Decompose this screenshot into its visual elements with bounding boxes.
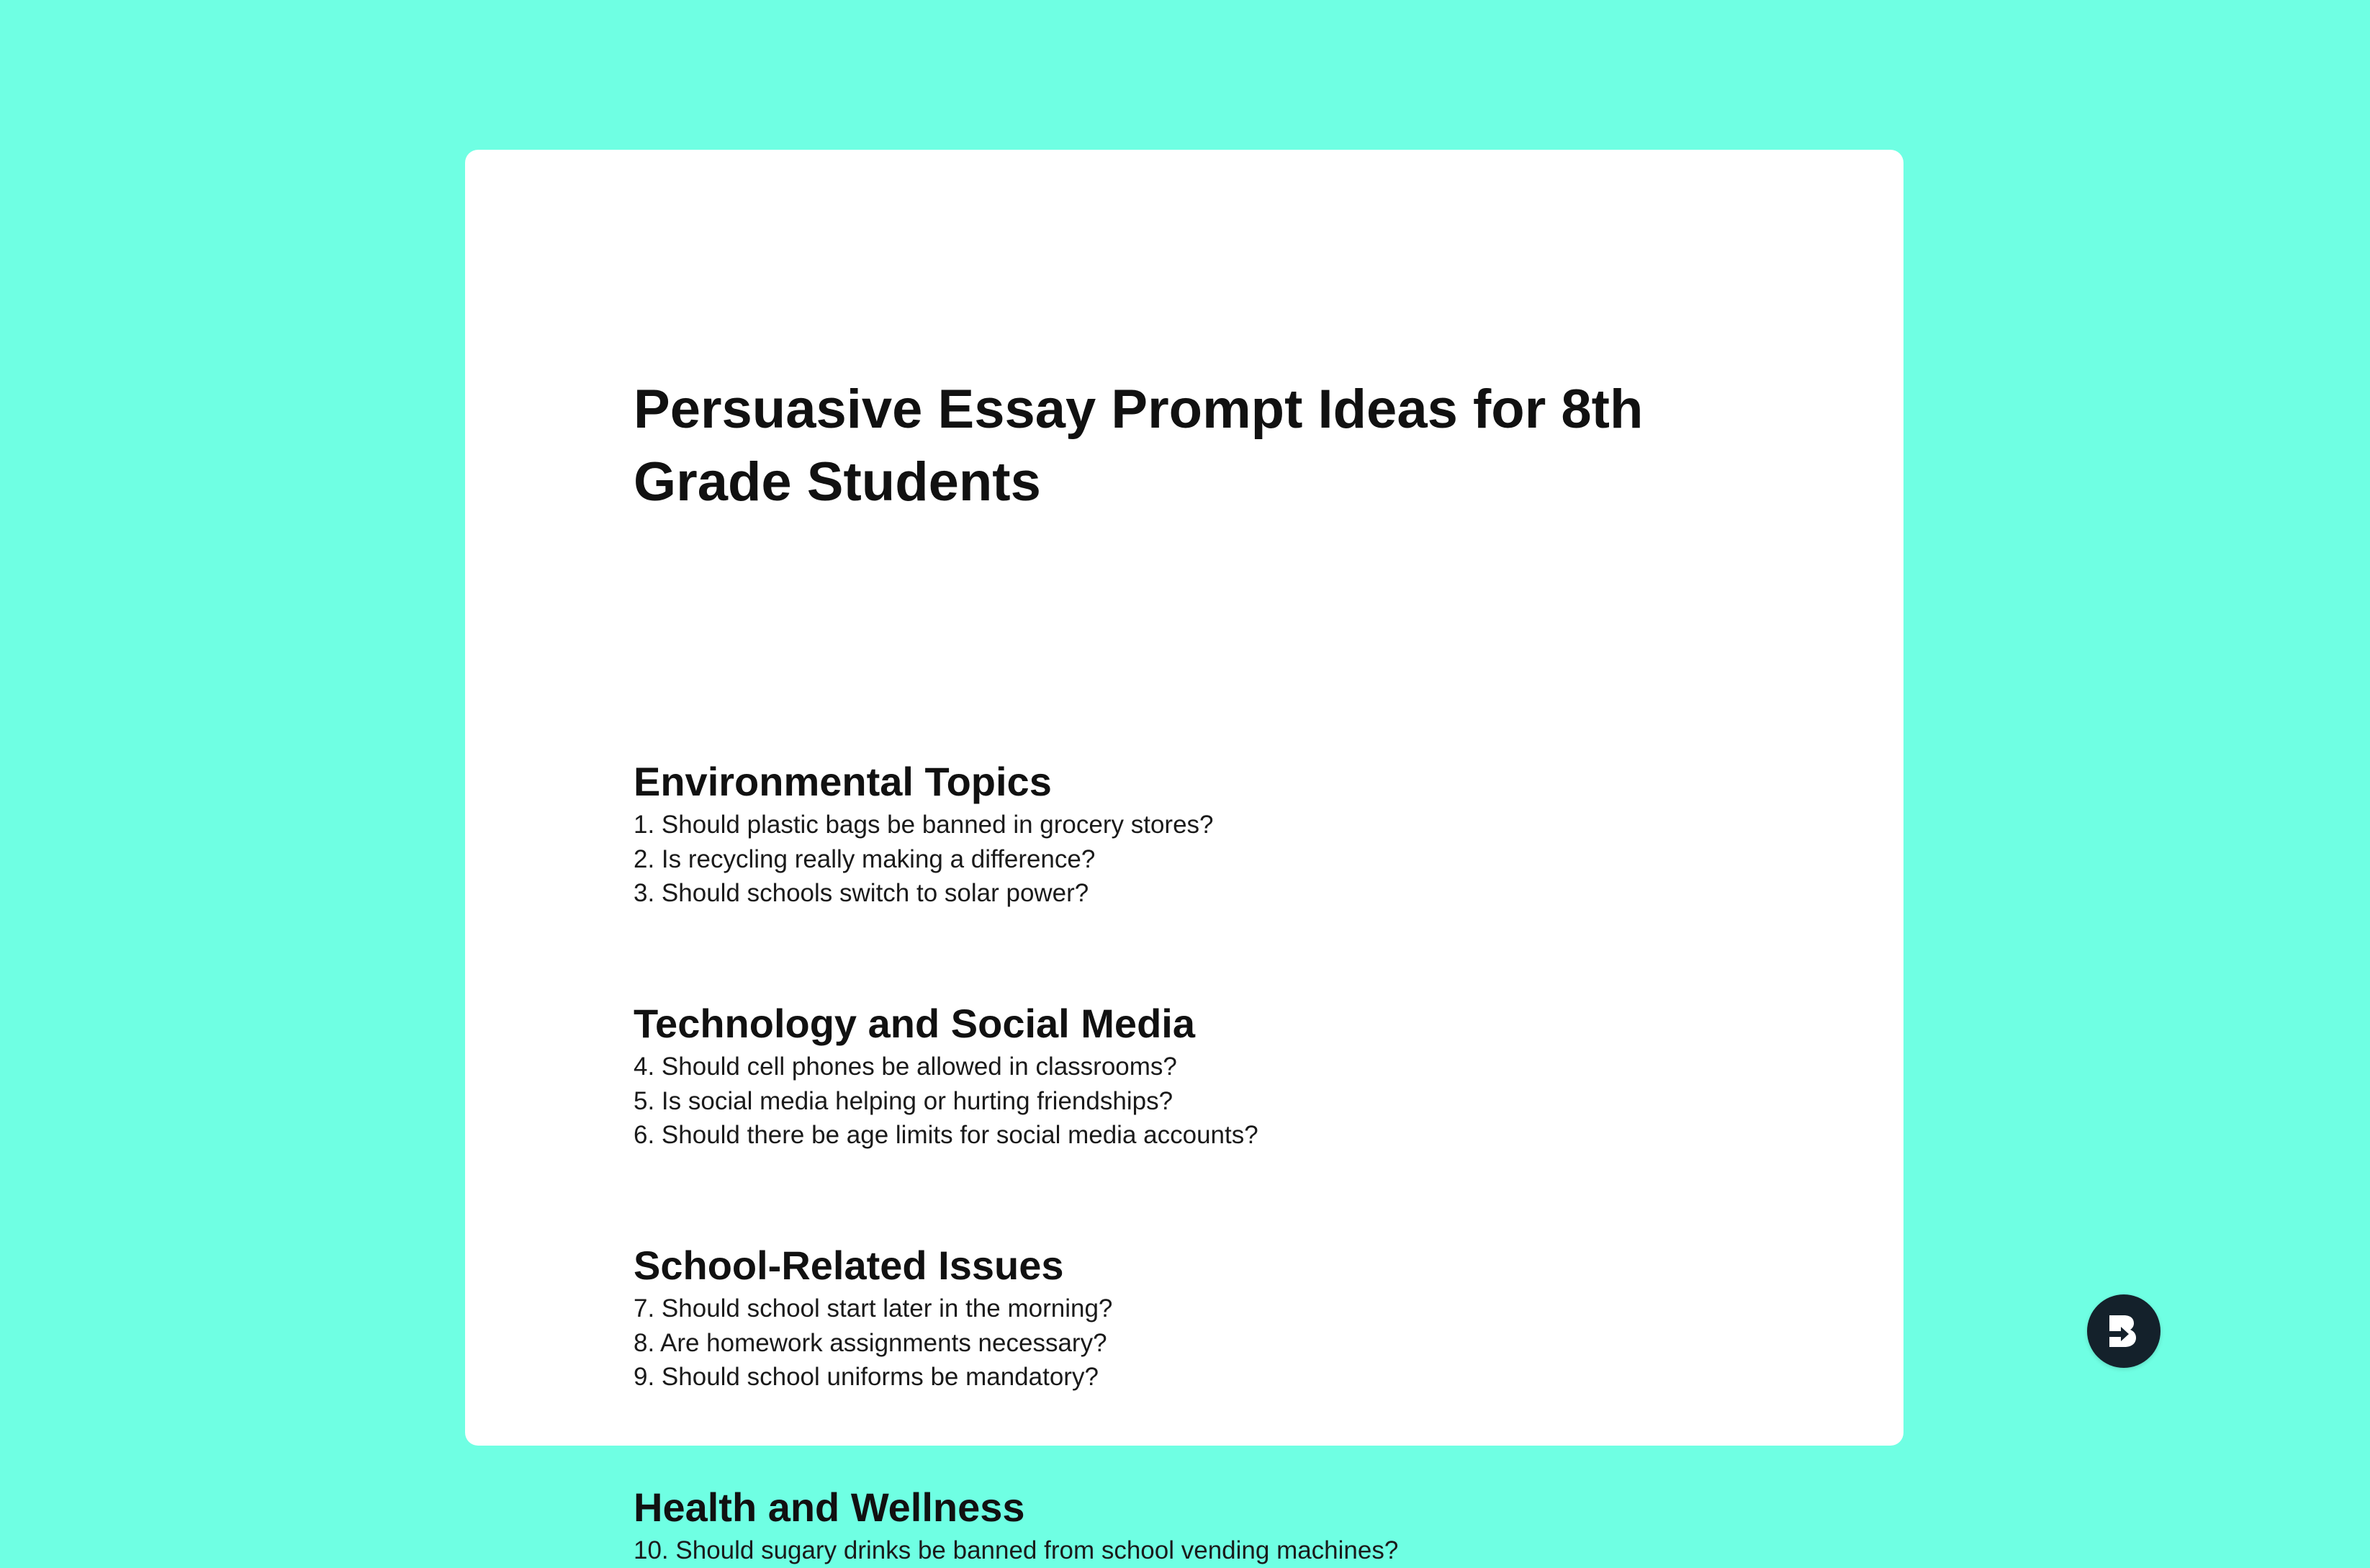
section-heading: Environmental Topics xyxy=(634,759,1052,804)
section-environmental-topics xyxy=(634,754,1785,911)
section-health-wellness xyxy=(634,1480,1785,1568)
prompt-item: 2. Is recycling really making a difference? xyxy=(634,844,1096,873)
section-school-related-issues xyxy=(634,1238,1785,1394)
prompt-list xyxy=(634,1533,1785,1568)
prompt-list xyxy=(634,1050,1785,1153)
section-heading: School-Related Issues xyxy=(634,1243,1064,1288)
prompt-list xyxy=(634,808,1785,911)
prompt-item: 8. Are homework assignments necessary? xyxy=(634,1328,1107,1357)
prompt-item: 6. Should there be age limits for social media accounts? xyxy=(634,1121,1258,1149)
prompt-item: 3. Should schools switch to solar power? xyxy=(634,879,1089,907)
brand-logo-icon xyxy=(2105,1312,2143,1350)
prompt-item: 1. Should plastic bags be banned in grocery stores? xyxy=(634,811,1214,839)
page-title: Persuasive Essay Prompt Ideas for 8th Grade Students xyxy=(634,379,1644,513)
prompt-list xyxy=(634,1292,1785,1394)
prompt-item: 10. Should sugary drinks be banned from school vending machines? xyxy=(634,1536,1399,1564)
section-heading: Technology and Social Media xyxy=(634,1001,1195,1046)
section-technology-social-media xyxy=(634,996,1785,1153)
prompt-item: 4. Should cell phones be allowed in classrooms? xyxy=(634,1053,1177,1081)
prompt-item: 5. Is social media helping or hurting friendships? xyxy=(634,1086,1173,1115)
document-card xyxy=(465,150,1903,1564)
brand-widget-button[interactable] xyxy=(2087,1294,2161,1368)
section-heading: Health and Wellness xyxy=(634,1484,1025,1530)
prompt-item: 7. Should school start later in the morning? xyxy=(634,1294,1113,1323)
prompt-item: 9. Should school uniforms be mandatory? xyxy=(634,1363,1099,1391)
